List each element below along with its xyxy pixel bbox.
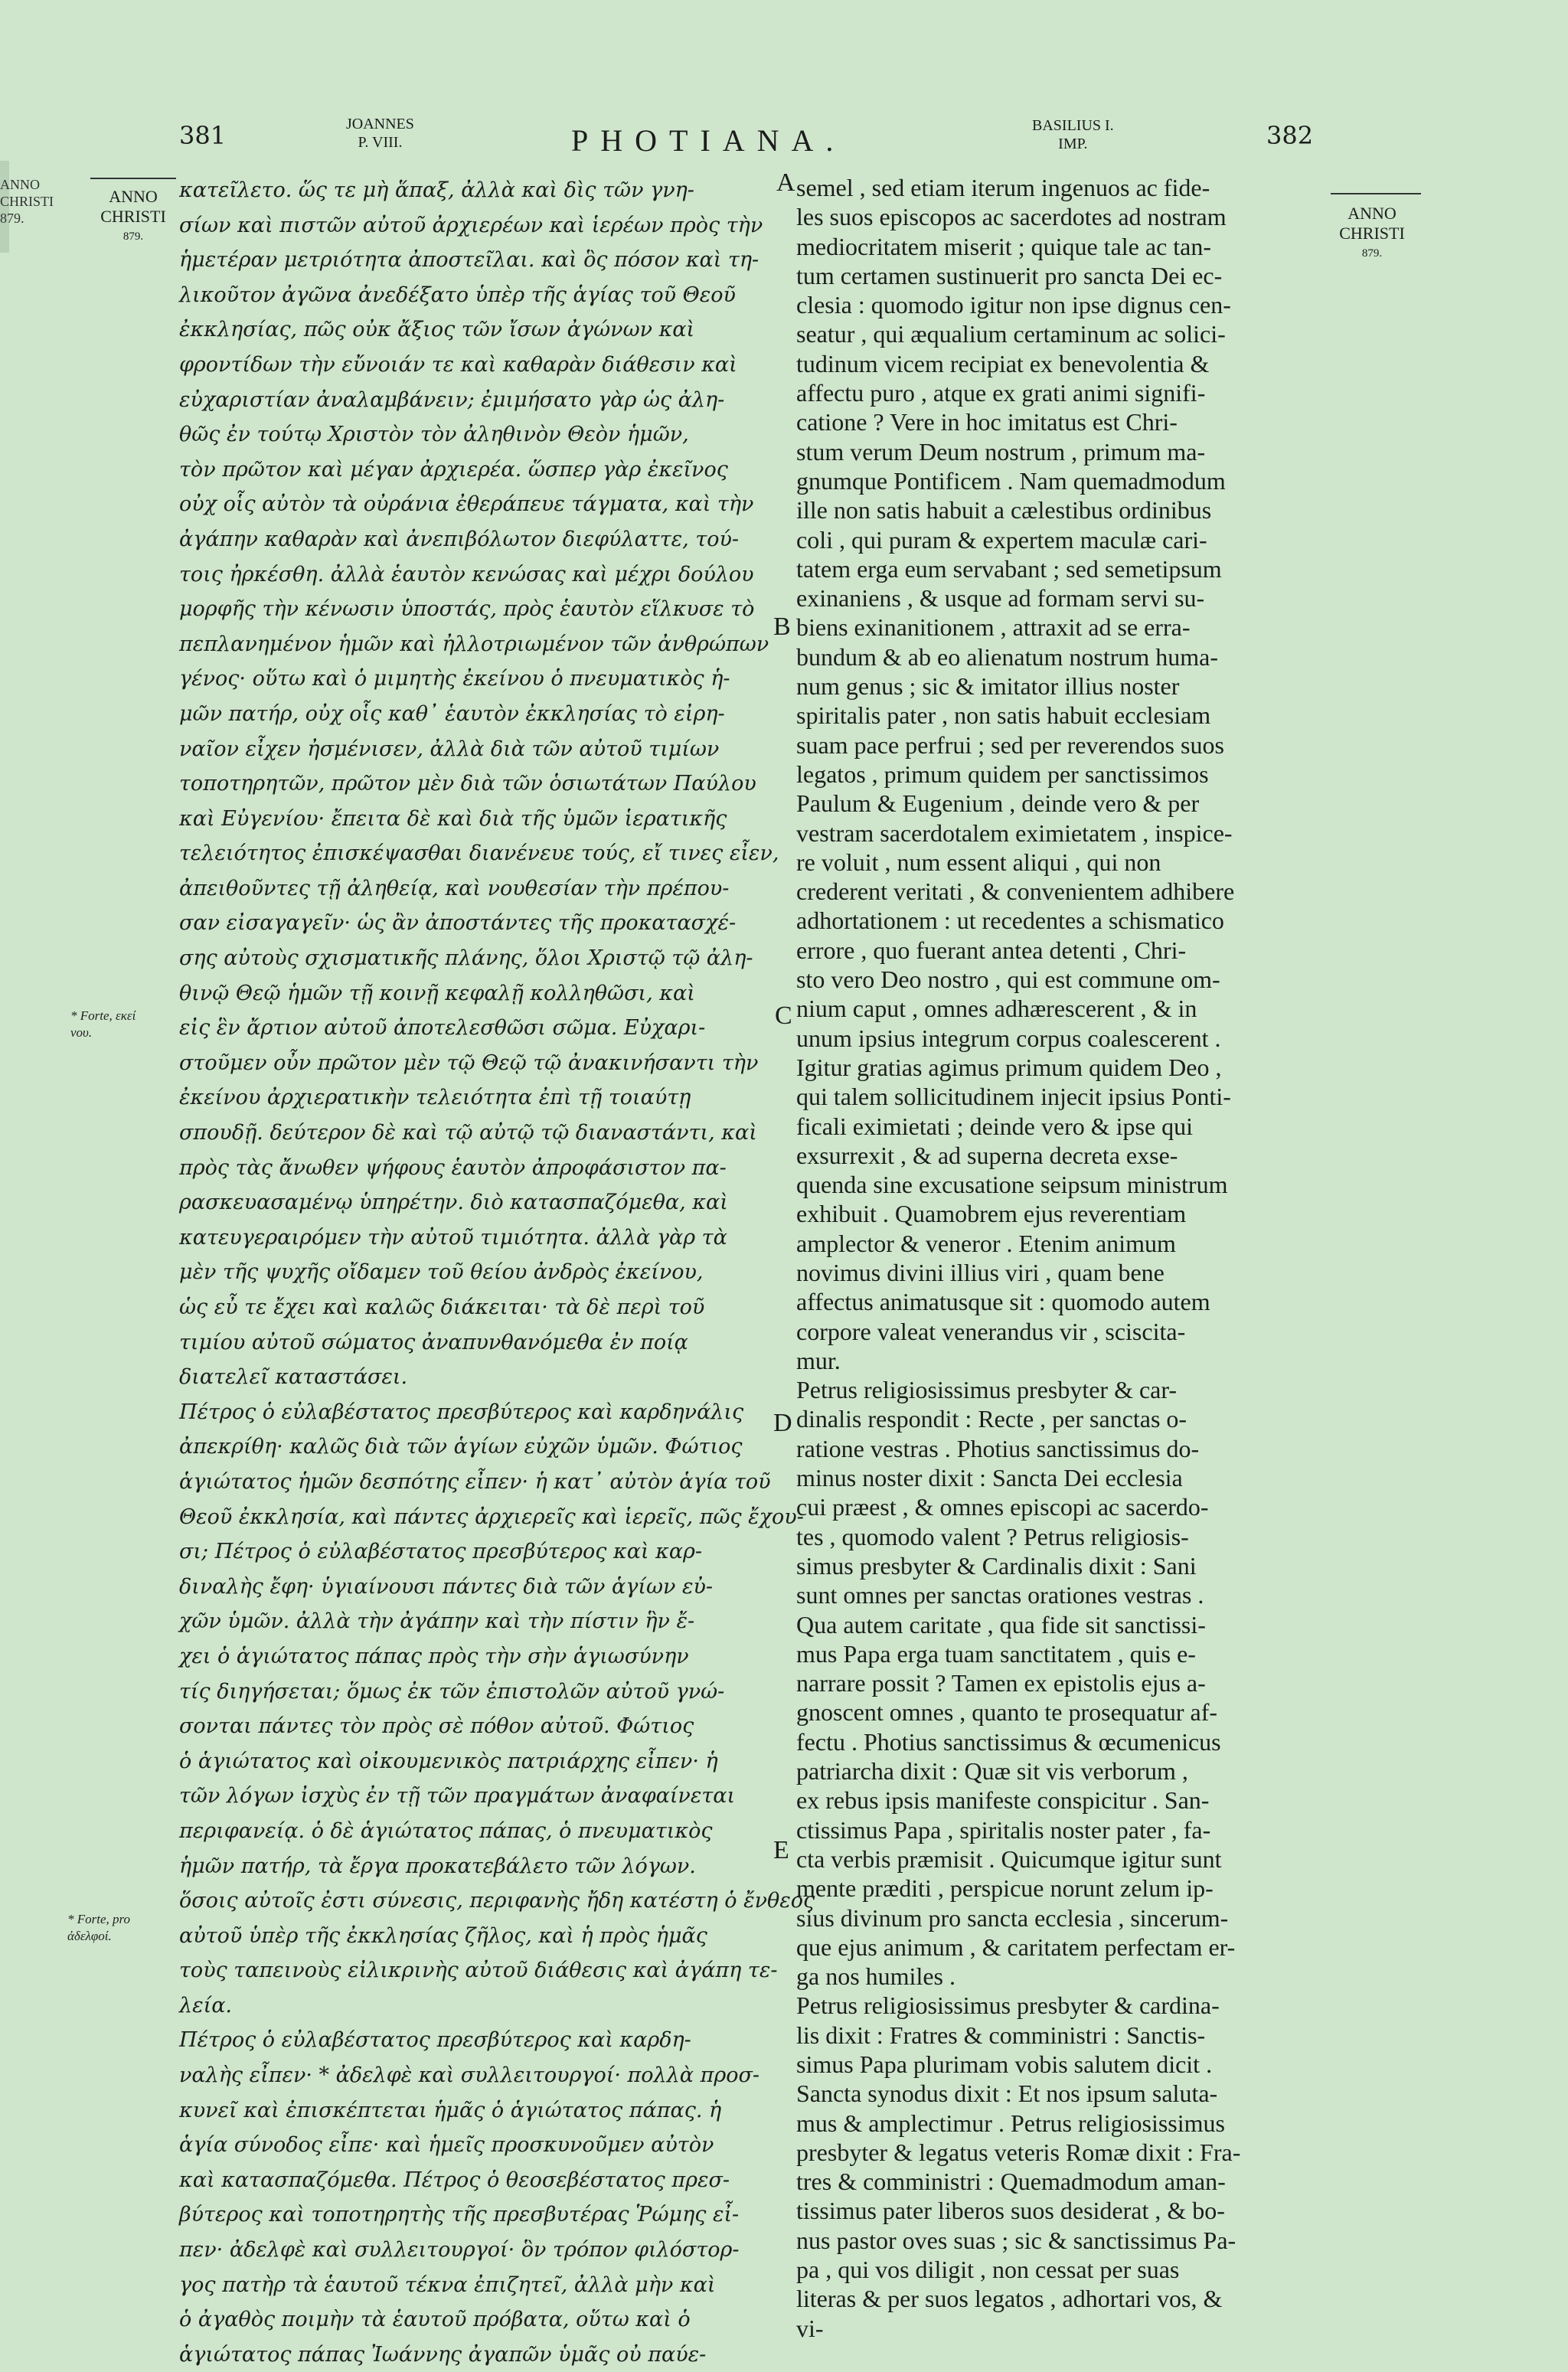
section-letter-b: B: [773, 613, 791, 641]
text-line: χει ὁ ἁγιώτατος πάπας πρὸς τὴν σὴν ἁγιωσύνην: [179, 1644, 689, 1668]
text-line: φροντίδων τὴν εὔνοιάν τε καὶ καθαρὰν διάθεσιν καὶ: [179, 352, 737, 377]
text-line: ctissimus Papa , spiritalis noster pater , fa-: [796, 1815, 1211, 1844]
text-line: lis dixit : Fratres & comministri : Sanctis-: [796, 2021, 1206, 2049]
text-line: coli , qui puram & expertem maculæ cari-: [796, 525, 1207, 554]
latin-text-column: [796, 173, 1332, 2343]
text-line: ναλὴς εἶπεν· * ἀδελφὲ καὶ συλλειτουργοί· πολλὰ προσ-: [179, 2063, 760, 2088]
text-line: ficali eximietati ; deinde vero & ipse qui: [796, 1112, 1194, 1140]
text-line: dinalis respondit : Recte , per sanctas o-: [796, 1405, 1187, 1433]
text-line: affectus animatusque sit : quomodo autem: [796, 1288, 1210, 1316]
text-line: catione ? Vere in hoc imitatus est Chri-: [796, 408, 1178, 436]
text-line: μὲν τῆς ψυχῆς οἴδαμεν τοῦ θείου ἀνδρὸς ἐκείνου,: [179, 1260, 704, 1285]
text-line: πεν· ἀδελφὲ καὶ συλλειτουργοί· ὃν τρόπον φιλόστορ-: [179, 2238, 740, 2263]
year-label: 879.: [1361, 247, 1383, 260]
text-line: κυνεῖ καὶ ἐπισκέπτεται ἡμᾶς ὁ ἁγιώτατος πάπας. ἡ: [179, 2098, 722, 2122]
running-head-line: BASILIUS I.: [1032, 117, 1114, 134]
text-line: mur.: [796, 1346, 841, 1374]
text-line: σπουδῇ. δεύτερον δὲ καὶ τῷ αὐτῷ τῷ διαναστάντι, καὶ: [179, 1121, 757, 1145]
text-line: χῶν ὑμῶν. ἀλλὰ τὴν ἀγάπην καὶ τὴν πίστιν ἣν ἔ-: [179, 1609, 695, 1634]
previous-page-margin-fragment: [0, 176, 54, 227]
section-letter-c: C: [775, 1001, 792, 1030]
text-line: τοποτηρητῶν, πρῶτον μὲν διὰ τῶν ὁσιωτάτων Παύλου: [179, 772, 756, 796]
text-line: σι; Πέτρος ὁ εὐλαβέστατος πρεσβύτερος καὶ καρ-: [179, 1540, 703, 1564]
text-line: θινῷ Θεῷ ἡμῶν τῇ κοινῇ κεφαλῇ κολληθῶσι, καὶ: [179, 981, 695, 1005]
text-line: suam pace perfrui ; sed per reverendos suos: [796, 730, 1224, 759]
text-line: nium caput , omnes adhærescerent , & in: [796, 995, 1197, 1023]
text-line: crederent veritati , & convenientem adhibere: [796, 877, 1235, 906]
page-number-right: 382: [1266, 121, 1314, 150]
text-line: τὸν πρῶτον καὶ μέγαν ἀρχιερέα. ὥσπερ γὰρ ἐκεῖνος: [179, 457, 728, 482]
text-line: errore , quo fuerant antea detenti , Chri-: [796, 936, 1187, 964]
text-line: τιμίου αὐτοῦ σώματος ἀναπυνθανόμεθα ἐν ποίᾳ: [179, 1330, 688, 1354]
year-note-right: [1326, 204, 1418, 263]
text-line: sius divinum pro sancta ecclesia , sincerum-: [796, 1903, 1229, 1932]
text-line: σαν εἰσαγαγεῖν· ὡς ἂν ἀποστάντες τῆς προκατασχέ-: [179, 911, 737, 936]
text-line: λικοῦτον ἀγῶνα ἀνεδέξατο ὑπὲρ τῆς ἁγίας τοῦ Θεοῦ: [179, 283, 736, 307]
text-line: unum ipsius integrum corpus coalescerent .: [796, 1024, 1221, 1052]
text-line: vi-: [796, 2314, 824, 2342]
text-line: πεπλανημένον ἡμῶν καὶ ἠλλοτριωμένον τῶν ἀνθρώπων: [179, 632, 769, 656]
text-line: cta verbis præmisit . Quicumque igitur sunt: [796, 1844, 1222, 1873]
text-line: les suos episcopos ac sacerdotes ad nostram: [796, 203, 1227, 231]
edge-line: 879.: [0, 211, 24, 226]
text-line: ἡμῶν πατήρ, τὰ ἔργα προκατεβάλετο τῶν λόγων.: [179, 1854, 696, 1878]
page-number-left: 381: [179, 121, 227, 150]
text-line: ἡμετέραν μετριότητα ἀποστεῖλαι. καὶ ὃς πόσον καὶ τη-: [179, 248, 760, 273]
note-line: νου.: [70, 1025, 93, 1040]
christi-label: CHRISTI: [100, 207, 166, 226]
christi-label: CHRISTI: [1339, 224, 1405, 243]
running-head-line: P. VIII.: [358, 134, 403, 151]
text-line: θῶς ἐν τούτῳ Χριστὸν τὸν ἀληθινὸν Θεὸν ἡμῶν,: [179, 423, 689, 447]
text-line: ga nos humiles .: [796, 1962, 956, 1991]
header-rule-right: [1331, 193, 1421, 194]
text-line: καὶ κατασπαζόμεθα. Πέτρος ὁ θεοσεβέστατος πρεσ-: [179, 2168, 730, 2192]
note-line: * Forte, pro: [67, 1912, 131, 1926]
text-line: ἁγία σύνοδος εἶπε· καὶ ἡμεῖς προσκυνοῦμεν αὐτὸν: [179, 2133, 714, 2158]
text-line: mus Papa erga tuam sanctitatem , quis e-: [796, 1639, 1196, 1668]
text-line: semel , sed etiam iterum ingenuos ac fide-: [796, 174, 1210, 201]
text-line: tres & comministri : Quemadmodum aman-: [796, 2168, 1226, 2196]
text-line: vestram sacerdotalem eximietatem , inspice-: [796, 818, 1233, 847]
anno-label: ANNO: [1348, 204, 1396, 223]
text-line: legatos , primum quidem per sanctissimos: [796, 760, 1209, 788]
note-line: ἀδελφοί.: [67, 1929, 112, 1943]
year-note-left: [87, 187, 179, 247]
text-line: Sancta synodus dixit : Et nos ipsum saluta-: [796, 2080, 1218, 2108]
text-line: σονται πάντες τὸν πρὸς σὲ πόθον αὐτοῦ. Φώτιος: [179, 1714, 694, 1739]
text-line: ἀγάπην καθαρὰν καὶ ἀνεπιβόλωτον διεφύλαττε, τού-: [179, 527, 740, 551]
page-header: [0, 115, 1568, 176]
text-line: Πέτρος ὁ εὐλαβέστατος πρεσβύτερος καὶ καρδηνάλις: [179, 1400, 744, 1424]
text-line: καὶ Εὐγενίου· ἔπειτα δὲ καὶ διὰ τῆς ὑμῶν ἱερατικῆς: [179, 806, 727, 831]
text-line: gnumque Pontificem . Nam quemadmodum: [796, 466, 1226, 495]
text-line: ἐκκλησίας, πῶς οὐκ ἄξιος τῶν ἴσων ἀγώνων καὶ: [179, 318, 695, 342]
margin-note: [70, 1008, 162, 1041]
text-line: novimus divini illius viri , quam bene: [796, 1258, 1165, 1286]
text-line: fectu . Photius sanctissimus & œcumenicus: [796, 1727, 1221, 1756]
text-line: ἐκείνου ἀρχιερατικὴν τελειότητα ἐπὶ τῇ τοιαύτῃ: [179, 1086, 691, 1110]
text-line: minus noster dixit : Sancta Dei ecclesia: [796, 1464, 1183, 1492]
edge-line: CHRISTI: [0, 194, 54, 209]
text-line: γένος· οὕτω καὶ ὁ μιμητὴς ἐκείνου ὁ πνευματικὸς ἡ-: [179, 667, 730, 691]
text-line: affectu puro , atque ex grati animi signifi-: [796, 379, 1206, 407]
text-line: ἁγιώτατος ἡμῶν δεσπότης εἶπεν· ἡ κατ᾽ αὐτὸν ἁγία τοῦ: [179, 1469, 771, 1494]
text-line: Πέτρος ὁ εὐλαβέστατος πρεσβύτερος καὶ καρδη-: [179, 2028, 691, 2053]
text-line: περιφανείᾳ. ὁ δὲ ἁγιώτατος πάπας, ὁ πνευματικὸς: [179, 1818, 713, 1843]
text-line: ὡς εὖ τε ἔχει καὶ καλῶς διάκειται· τὰ δὲ περὶ τοῦ: [179, 1295, 705, 1319]
text-line: μορφῆς τὴν κένωσιν ὑποστάς, πρὸς ἑαυτὸν εἵλκυσε τὸ: [179, 597, 755, 622]
text-line: presbyter & legatus veteris Romæ dixit : Fra-: [796, 2138, 1241, 2166]
text-line: exhibuit . Quamobrem ejus reverentiam: [796, 1200, 1187, 1228]
text-line: εὐχαριστίαν ἀναλαμβάνειν; ἐμιμήσατο γὰρ ὡς ἀλη-: [179, 387, 725, 412]
text-line: qui talem sollicitudinem injecit ipsius Ponti-: [796, 1083, 1231, 1111]
text-line: nus pastor oves suas ; sic & sanctissimus Pa-: [796, 2226, 1236, 2254]
text-line: σης αὐτοὺς σχισματικῆς πλάνης, ὅλοι Χριστῷ τῷ ἀλη-: [179, 946, 753, 971]
running-title: PHOTIANA.: [571, 123, 846, 158]
text-line: ὅσοις αὐτοῖς ἐστι σύνεσις, περιφανὴς ἤδη κατέστη ὁ ἔνθεος: [179, 1889, 815, 1913]
edge-line: ANNO: [0, 177, 40, 192]
header-rule-left: [90, 178, 176, 179]
text-line: ex rebus ipsis manifeste conspicitur . San-: [796, 1786, 1210, 1815]
text-line: narrare possit ? Tamen ex epistolis ejus a-: [796, 1669, 1206, 1697]
text-line: οὐχ οἷς αὐτὸν τὰ οὐράνια ἐθεράπευε τάγματα, καὶ τὴν: [179, 492, 754, 517]
running-head-line: JOANNES: [346, 116, 414, 132]
text-line: τοις ἠρκέσθη. ἀλλὰ ἑαυτὸν κενώσας καὶ μέχρι δούλου: [179, 562, 754, 586]
text-line: amplector & veneror . Etenim animum: [796, 1229, 1176, 1257]
text-line: simus presbyter & Cardinalis dixit : Sani: [796, 1551, 1197, 1580]
text-line: βύτερος καὶ τοποτηρητὴς τῆς πρεσβυτέρας Ῥώμης εἶ-: [179, 2203, 740, 2227]
text-line: biens exinanitionem , attraxit ad se erra-: [796, 613, 1191, 642]
left-running-head: [346, 115, 414, 152]
text-line: Θεοῦ ἐκκλησία, καὶ πάντες ἀρχιερεῖς καὶ ἱερεῖς, πῶς ἔχου-: [179, 1505, 804, 1529]
text-line: quenda sine excusatione seipsum ministrum: [796, 1171, 1228, 1199]
text-line: ὁ ἁγιώτατος καὶ οἰκουμενικὸς πατριάρχης εἶπεν· ἡ: [179, 1749, 718, 1773]
text-line: ἀπειθοῦντες τῇ ἀληθείᾳ, καὶ νουθεσίαν τὴν πρέπου-: [179, 876, 730, 900]
text-line: bundum & ab eo alienatum nostrum huma-: [796, 642, 1218, 671]
text-line: adhortationem : ut recedentes a schismatico: [796, 907, 1224, 935]
text-line: sto vero Deo nostro , qui est commune om-: [796, 965, 1220, 994]
text-line: exsurrexit , & ad superna decreta exse-: [796, 1141, 1178, 1169]
text-line: seatur , qui æqualium certaminum ac solici-: [796, 320, 1226, 348]
text-line: πρὸς τὰς ἄνωθεν ψήφους ἑαυτὸν ἀπροφάσιστον πα-: [179, 1155, 727, 1180]
running-head-line: IMP.: [1058, 136, 1088, 152]
text-line: tudinum vicem recipiat ex benevolentia &: [796, 349, 1210, 377]
text-line: αὐτοῦ ὑπὲρ τῆς ἐκκλησίας ζῆλος, καὶ ἡ πρὸς ἡμᾶς: [179, 1923, 707, 1948]
text-line: μῶν πατήρ, οὐχ οἷς καθ᾽ ἑαυτὸν ἐκκλησίας τὸ εἰρη-: [179, 701, 725, 726]
margin-note: [67, 1911, 159, 1945]
text-line: num genus ; sic & imitator illius noster: [796, 672, 1180, 701]
text-line: ναῖον εἶχεν ἠσμένισεν, ἀλλὰ διὰ τῶν αὐτοῦ τιμίων: [179, 737, 720, 761]
section-letter-d: D: [773, 1409, 792, 1437]
text-line: spiritalis pater , non satis habuit ecclesiam: [796, 701, 1211, 730]
text-line: στοῦμεν οὖν πρῶτον μὲν τῷ Θεῷ τῷ ἀνακινήσαντι τὴν: [179, 1050, 759, 1075]
text-line: κατευγεραιρόμεν τὴν αὐτοῦ τιμιότητα. ἀλλὰ γὰρ τὰ: [179, 1225, 727, 1250]
text-line: stum verum Deum nostrum , primum ma-: [796, 437, 1206, 466]
text-line: διατελεῖ καταστάσει.: [179, 1365, 408, 1390]
text-line: Petrus religiosissimus presbyter & car-: [796, 1376, 1178, 1404]
text-line: re voluit , num essent aliqui , qui non: [796, 848, 1161, 876]
text-line: literas & per suos legatos , adhortari vos, &: [796, 2285, 1223, 2313]
text-line: σίων καὶ πιστῶν αὐτοῦ ἀρχιερέων καὶ ἱερέων πρὸς τὴν: [179, 213, 763, 237]
text-line: mediocritatem miserit ; quique tale ac tan-: [796, 232, 1212, 260]
text-line: εἰς ἓν ἄρτιον αὐτοῦ ἀποτελεσθῶσι σῶμα. Εὐχαρι-: [179, 1016, 706, 1041]
text-line: tatem erga eum servabant ; sed semetipsum: [796, 554, 1222, 583]
text-line: tissimus pater liberos suos desiderat , & bo-: [796, 2197, 1225, 2225]
note-line: * Forte, εκεί: [70, 1008, 136, 1023]
text-line: clesia : quomodo igitur non ipse dignus cen-: [796, 291, 1231, 319]
text-line: corpore valeat venerandus vir , sciscita-: [796, 1317, 1186, 1345]
text-line: mus & amplectimur . Petrus religiosissimus: [796, 2109, 1225, 2137]
text-line: γος πατὴρ τὰ ἑαυτοῦ τέκνα ἐπιζητεῖ, ἀλλὰ μὴν καὶ: [179, 2272, 716, 2297]
text-line: κατεῖλετο. ὥς τε μὴ ἅπαξ, ἀλλὰ καὶ δὶς τῶν γνη-: [179, 178, 694, 202]
year-label: 879.: [122, 230, 144, 243]
text-line: τελειότητος ἐπισκέψασθαι διανένευε τούς, εἴ τινες εἶεν,: [179, 841, 779, 866]
text-line: tum certamen sustinuerit pro sancta Dei ec-: [796, 261, 1223, 289]
text-line: ὁ ἀγαθὸς ποιμὴν τὰ ἑαυτοῦ πρόβατα, οὕτω καὶ ὁ: [179, 2308, 691, 2332]
text-line: ἁγιώτατος πάπας Ἰωάννης ἀγαπῶν ὑμᾶς οὐ παύε-: [179, 2342, 707, 2367]
text-line: τίς διηγήσεται; ὅμως ἐκ τῶν ἐπιστολῶν αὐτοῦ γνώ-: [179, 1679, 725, 1704]
text-line: tes , quomodo valent ? Petrus religiosis-: [796, 1522, 1189, 1550]
text-line: gnoscent omnes , quanto te prosequatur af-: [796, 1698, 1218, 1727]
text-line: ρασκευασαμένῳ ὑπηρέτην. διὸ κατασπαζόμεθα, καὶ: [179, 1191, 728, 1215]
text-line: ratione vestras . Photius sanctissimus do-: [796, 1434, 1200, 1462]
text-line: Qua autem caritate , qua fide sit sanctissi-: [796, 1610, 1206, 1639]
text-line: Petrus religiosissimus presbyter & cardina-: [796, 1991, 1220, 2020]
text-line: ille non satis habuit a cælestibus ordinibus: [796, 496, 1212, 524]
text-line: exinaniens , & usque ad formam servi su-: [796, 584, 1205, 613]
text-line: pa , qui vos diligit , non cessat per suas: [796, 2256, 1180, 2284]
text-line: Igitur gratias agimus primum quidem Deo ,: [796, 1053, 1222, 1081]
text-line: λεία.: [179, 1993, 233, 2018]
text-line: τῶν λόγων ἰσχὺς ἐν τῇ τῶν πραγμάτων ἀναφαίνεται: [179, 1784, 736, 1808]
text-line: cui præest , & omnes episcopi ac sacerdo-: [796, 1493, 1209, 1521]
text-line: sunt omnes per sanctas orationes vestras .: [796, 1581, 1204, 1609]
text-line: διναλὴς ἔφη· ὑγιαίνουσι πάντες διὰ τῶν ἁγίων εὐ-: [179, 1574, 713, 1599]
text-line: simus Papa plurimam vobis salutem dicit .: [796, 2050, 1213, 2078]
right-running-head: [1032, 116, 1114, 153]
text-line: patriarcha dixit : Quæ sit vis verborum ,: [796, 1757, 1188, 1786]
text-line: ἀπεκρίθη· καλῶς διὰ τῶν ἁγίων εὐχῶν ὑμῶν. Φώτιος: [179, 1435, 743, 1459]
section-letter-e: E: [773, 1836, 789, 1864]
section-letter-a: A: [776, 168, 795, 197]
text-line: τοὺς ταπεινοὺς εἰλικρινὴς αὐτοῦ διάθεσις καὶ ἀγάπη τε-: [179, 1959, 778, 1983]
anno-label: ANNO: [109, 187, 158, 206]
text-line: Paulum & Eugenium , deinde vero & per: [796, 789, 1200, 818]
text-line: mente præditi , perspicue norunt zelum ip-: [796, 1874, 1214, 1903]
text-line: que ejus animum , & caritatem perfectam er-: [796, 1933, 1236, 1961]
